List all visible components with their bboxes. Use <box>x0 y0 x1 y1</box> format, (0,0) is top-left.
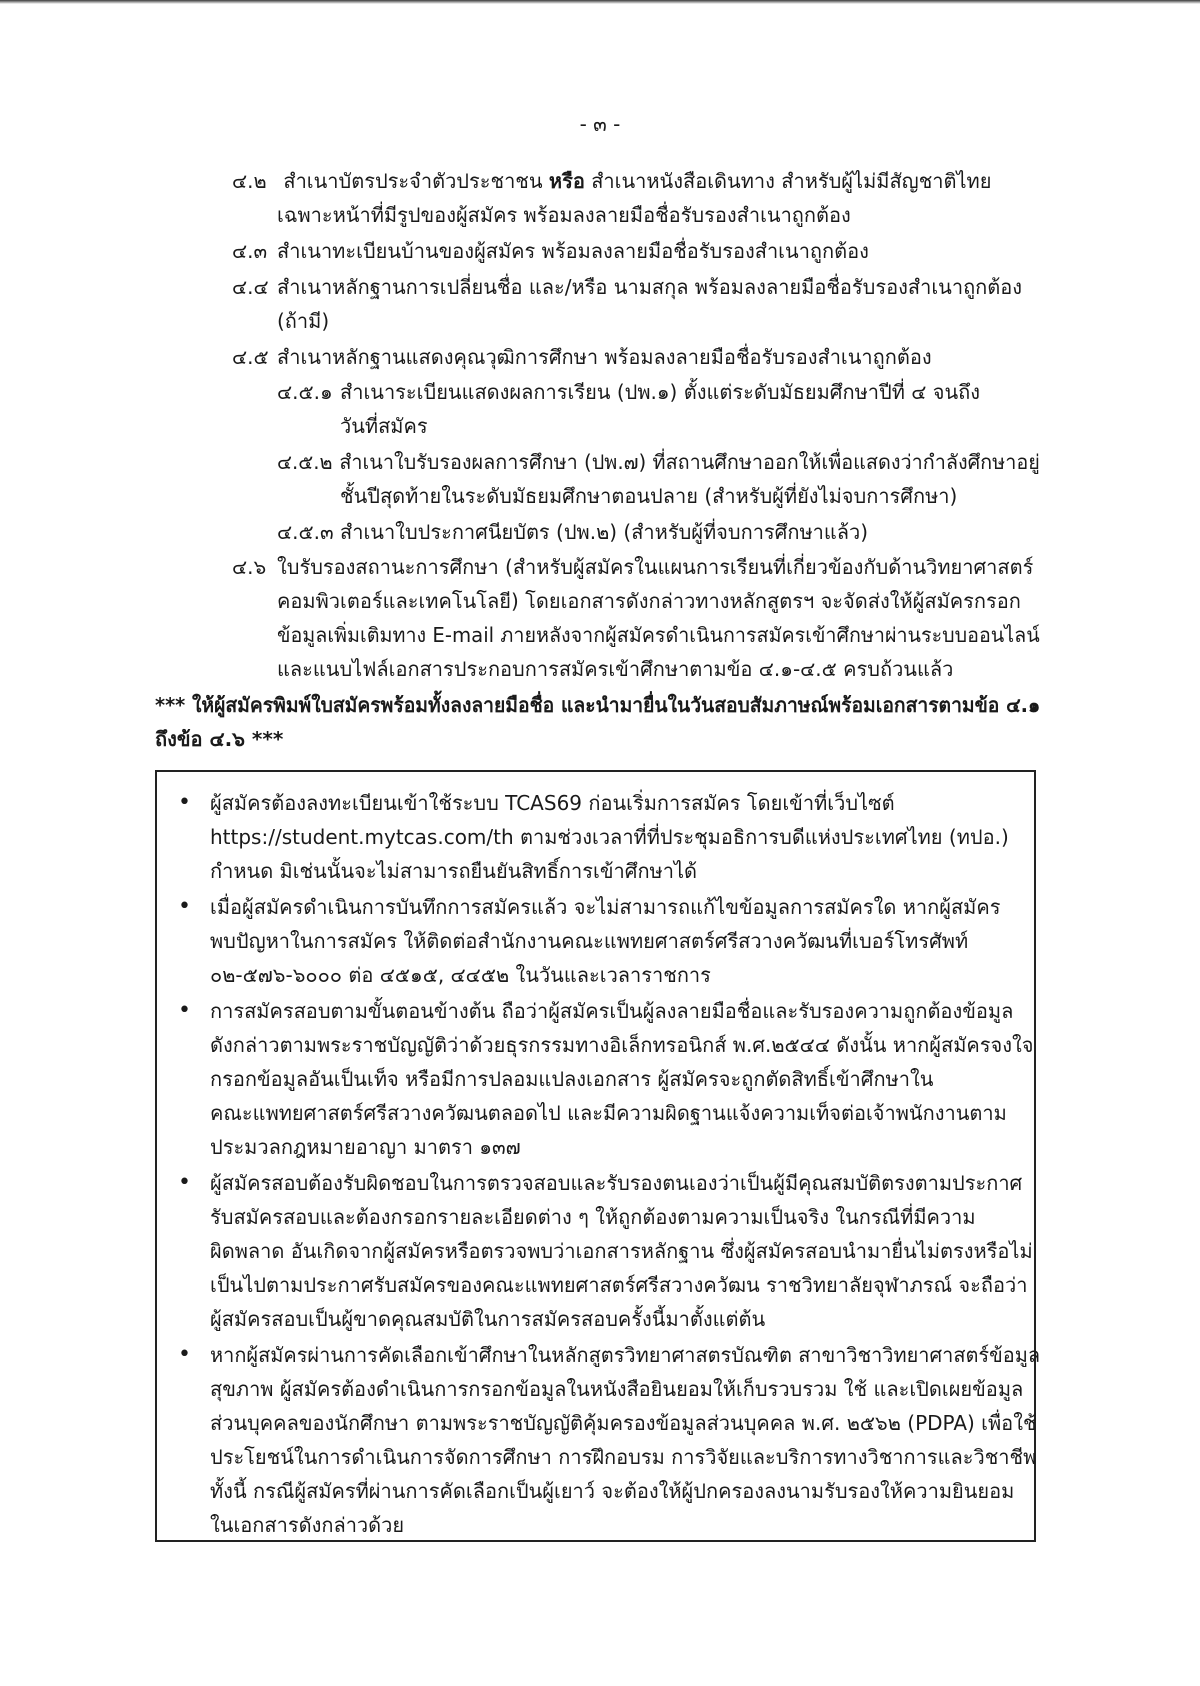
bullet-3-line-3: กรอกข้อมูลอันเป็นเท็จ หรือมีการปลอมแปลงเอกสาร ผู้สมัครจะถูกตัดสิทธิ์เข้าศึกษาใน <box>210 1067 934 1091</box>
bullet-2-line-2: พบปัญหาในการสมัคร ให้ติดต่อสำนักงานคณะแพทยศาสตร์ศรีสวางควัฒนที่เบอร์โทรศัพท์ <box>210 929 969 953</box>
bullet-2-line-3: ๐๒-๕๗๖-๖๐๐๐ ต่อ ๔๕๑๕, ๔๔๕๒ ในวันและเวลาราชการ <box>210 963 711 987</box>
bullet-3-line-5: ประมวลกฎหมายอาญา มาตรา ๑๓๗ <box>210 1135 521 1159</box>
bullet-icon: • <box>178 1170 191 1195</box>
bullet-5-line-3: ส่วนบุคคลของนักศึกษา ตามพระราชบัญญัติคุ้มครองข้อมูลส่วนบุคคล พ.ศ. ๒๕๖๒ (PDPA) เพื่อใช้ <box>210 1411 1037 1435</box>
bullet-icon: • <box>178 790 191 815</box>
item-text: สำเนาหนังสือเดินทาง สำหรับผู้ไม่มีสัญชาติไทย <box>584 169 992 193</box>
item-4-3 <box>232 235 869 267</box>
item-4-5-1-line-2: วันที่สมัคร <box>340 414 428 438</box>
bullet-5-line-6: ในเอกสารดังกล่าวด้วย <box>210 1513 405 1537</box>
bullet-4-line-1: ผู้สมัครสอบต้องรับผิดชอบในการตรวจสอบและรับรองตนเองว่าเป็นผู้มีคุณสมบัติตรงตามประกาศ <box>210 1171 1023 1195</box>
item-number: ๔.๔ <box>232 275 269 299</box>
item-number: ๔.๕ <box>232 345 269 369</box>
item-number: ๔.๕.๒ <box>277 450 333 474</box>
item-text: ใบรับรองสถานะการศึกษา (สำหรับผู้สมัครในแผนการเรียนที่เกี่ยวข้องกับด้านวิทยาศาสตร์ <box>277 555 1034 579</box>
bullet-icon: • <box>178 894 191 919</box>
bullet-4-line-2: รับสมัครสอบและต้องกรอกรายละเอียดต่าง ๆ ให้ถูกต้องตามความเป็นจริง ในกรณีที่มีความ <box>210 1205 976 1229</box>
submission-note-line-1: *** ให้ผู้สมัครพิมพ์ใบสมัครพร้อมทั้งลงลายมือชื่อ และนำมายื่นในวันสอบสัมภาษณ์พร้อมเอกสารตามข้อ ๔.๑ <box>155 693 1041 717</box>
item-text: สำเนาใบประกาศนียบัตร (ปพ.๒) (สำหรับผู้ที่จบการศึกษาแล้ว) <box>340 520 869 544</box>
item-text: สำเนาหลักฐานการเปลี่ยนชื่อ และ/หรือ นามสกุล พร้อมลงลายมือชื่อรับรองสำเนาถูกต้อง <box>277 275 1023 299</box>
item-text: สำเนาทะเบียนบ้านของผู้สมัคร พร้อมลงลายมือชื่อรับรองสำเนาถูกต้อง <box>277 239 869 263</box>
bullet-1-line-3: กำหนด มิเช่นนั้นจะไม่สามารถยืนยันสิทธิ์การเข้าศึกษาได้ <box>210 859 698 883</box>
item-number: ๔.๖ <box>232 555 267 579</box>
item-4-6-line-2: คอมพิวเตอร์และเทคโนโลยี) โดยเอกสารดังกล่าวทางหลักสูตรฯ จะจัดส่งให้ผู้สมัครกรอก <box>277 589 1021 613</box>
bullet-3-line-1: การสมัครสอบตามขั้นตอนข้างต้น ถือว่าผู้สมัครเป็นผู้ลงลายมือชื่อและรับรองความถูกต้องข้อมูล <box>210 999 1014 1023</box>
item-4-6-line-4: และแนบไฟล์เอกสารประกอบการสมัครเข้าศึกษาตามข้อ ๔.๑-๔.๕ ครบถ้วนแล้ว <box>277 657 954 681</box>
item-4-2-line-2: เฉพาะหน้าที่มีรูปของผู้สมัคร พร้อมลงลายมือชื่อรับรองสำเนาถูกต้อง <box>277 203 851 227</box>
item-4-4-line-1 <box>232 271 1022 303</box>
page-number: - ๓ - <box>579 112 621 136</box>
item-number: ๔.๕.๓ <box>277 520 334 544</box>
bullet-5-line-4: ประโยชน์ในการดำเนินการจัดการศึกษา การฝึกอบรม การวิจัยและบริการทางวิชาการและวิชาชีพ <box>210 1445 1037 1469</box>
bullet-3-line-2: ดังกล่าวตามพระราชบัญญัติว่าด้วยธุรกรรมทางอิเล็กทรอนิกส์ พ.ศ.๒๕๔๔ ดังนั้น หากผู้สมัครจงใจ <box>210 1033 1034 1057</box>
item-4-5-1-line-1 <box>277 376 980 408</box>
item-text-bold: หรือ <box>548 169 585 193</box>
item-4-2-line-1 <box>232 165 991 197</box>
bullet-4-line-4: เป็นไปตามประกาศรับสมัครของคณะแพทยศาสตร์ศรีสวางควัฒน ราชวิทยาลัยจุฬาภรณ์ จะถือว่า <box>210 1273 1028 1297</box>
item-text: สำเนาหลักฐานแสดงคุณวุฒิการศึกษา พร้อมลงลายมือชื่อรับรองสำเนาถูกต้อง <box>277 345 932 369</box>
bullet-5-line-2: สุขภาพ ผู้สมัครต้องดำเนินการกรอกข้อมูลในหนังสือยินยอมให้เก็บรวบรวม ใช้ และเปิดเผยข้อมูล <box>210 1377 1024 1401</box>
bullet-5-line-5: ทั้งนี้ กรณีผู้สมัครที่ผ่านการคัดเลือกเป็นผู้เยาว์ จะต้องให้ผู้ปกครองลงนามรับรองให้ความยินยอม <box>210 1479 1015 1503</box>
scan-top-edge <box>0 0 1200 4</box>
item-4-4-line-2: (ถ้ามี) <box>277 309 330 333</box>
item-text: สำเนาระเบียนแสดงผลการเรียน (ปพ.๑) ตั้งแต่ระดับมัธยมศึกษาปีที่ ๔ จนถึง <box>340 380 981 404</box>
submission-note-line-2: ถึงข้อ ๔.๖ *** <box>155 727 284 751</box>
bullet-2-line-1: เมื่อผู้สมัครดำเนินการบันทึกการสมัครแล้ว จะไม่สามารถแก้ไขข้อมูลการสมัครใด หากผู้สมัคร <box>210 895 1001 919</box>
item-text: สำเนาบัตรประจำตัวประชาชน <box>283 169 549 193</box>
item-number: ๔.๕.๑ <box>277 380 333 404</box>
item-4-6-line-1 <box>232 551 1033 583</box>
bullet-1-line-2: https://student.mytcas.com/th ตามช่วงเวลาที่ที่ประชุมอธิการบดีแห่งประเทศไทย (ทปอ.) <box>210 825 1009 849</box>
item-number: ๔.๓ <box>232 239 268 263</box>
item-text: สำเนาใบรับรองผลการศึกษา (ปพ.๗) ที่สถานศึกษาออกให้เพื่อแสดงว่ากำลังศึกษาอยู่ <box>339 450 1040 474</box>
item-number: ๔.๒ <box>232 169 267 193</box>
bullet-icon: • <box>178 998 191 1023</box>
bullet-3-line-4: คณะแพทยศาสตร์ศรีสวางควัฒนตลอดไป และมีความผิดฐานแจ้งความเท็จต่อเจ้าพนักงานตาม <box>210 1101 1007 1125</box>
bullet-4-line-3: ผิดพลาด อันเกิดจากผู้สมัครหรือตรวจพบว่าเอกสารหลักฐาน ซึ่งผู้สมัครสอบนำมายื่นไม่ตรงหรือไม่ <box>210 1239 1033 1263</box>
bullet-icon: • <box>178 1342 191 1367</box>
bullet-5-line-1: หากผู้สมัครผ่านการคัดเลือกเข้าศึกษาในหลักสูตรวิทยาศาสตรบัณฑิต สาขาวิชาวิทยาศาสตร์ข้อมูล <box>210 1343 1041 1367</box>
bullet-4-line-5: ผู้สมัครสอบเป็นผู้ขาดคุณสมบัติในการสมัครสอบครั้งนี้มาตั้งแต่ต้น <box>210 1307 766 1331</box>
item-4-5-3 <box>277 516 868 548</box>
item-4-5-2-line-1 <box>277 446 1040 478</box>
item-4-5-2-line-2: ชั้นปีสุดท้ายในระดับมัธยมศึกษาตอนปลาย (สำหรับผู้ที่ยังไม่จบการศึกษา) <box>340 484 958 508</box>
item-4-6-line-3: ข้อมูลเพิ่มเติมทาง E-mail ภายหลังจากผู้สมัครดำเนินการสมัครเข้าศึกษาผ่านระบบออนไลน์ <box>277 623 1040 647</box>
item-4-5 <box>232 341 932 373</box>
bullet-1-line-1: ผู้สมัครต้องลงทะเบียนเข้าใช้ระบบ TCAS69 ก่อนเริ่มการสมัคร โดยเข้าที่เว็บไซต์ <box>210 791 895 815</box>
